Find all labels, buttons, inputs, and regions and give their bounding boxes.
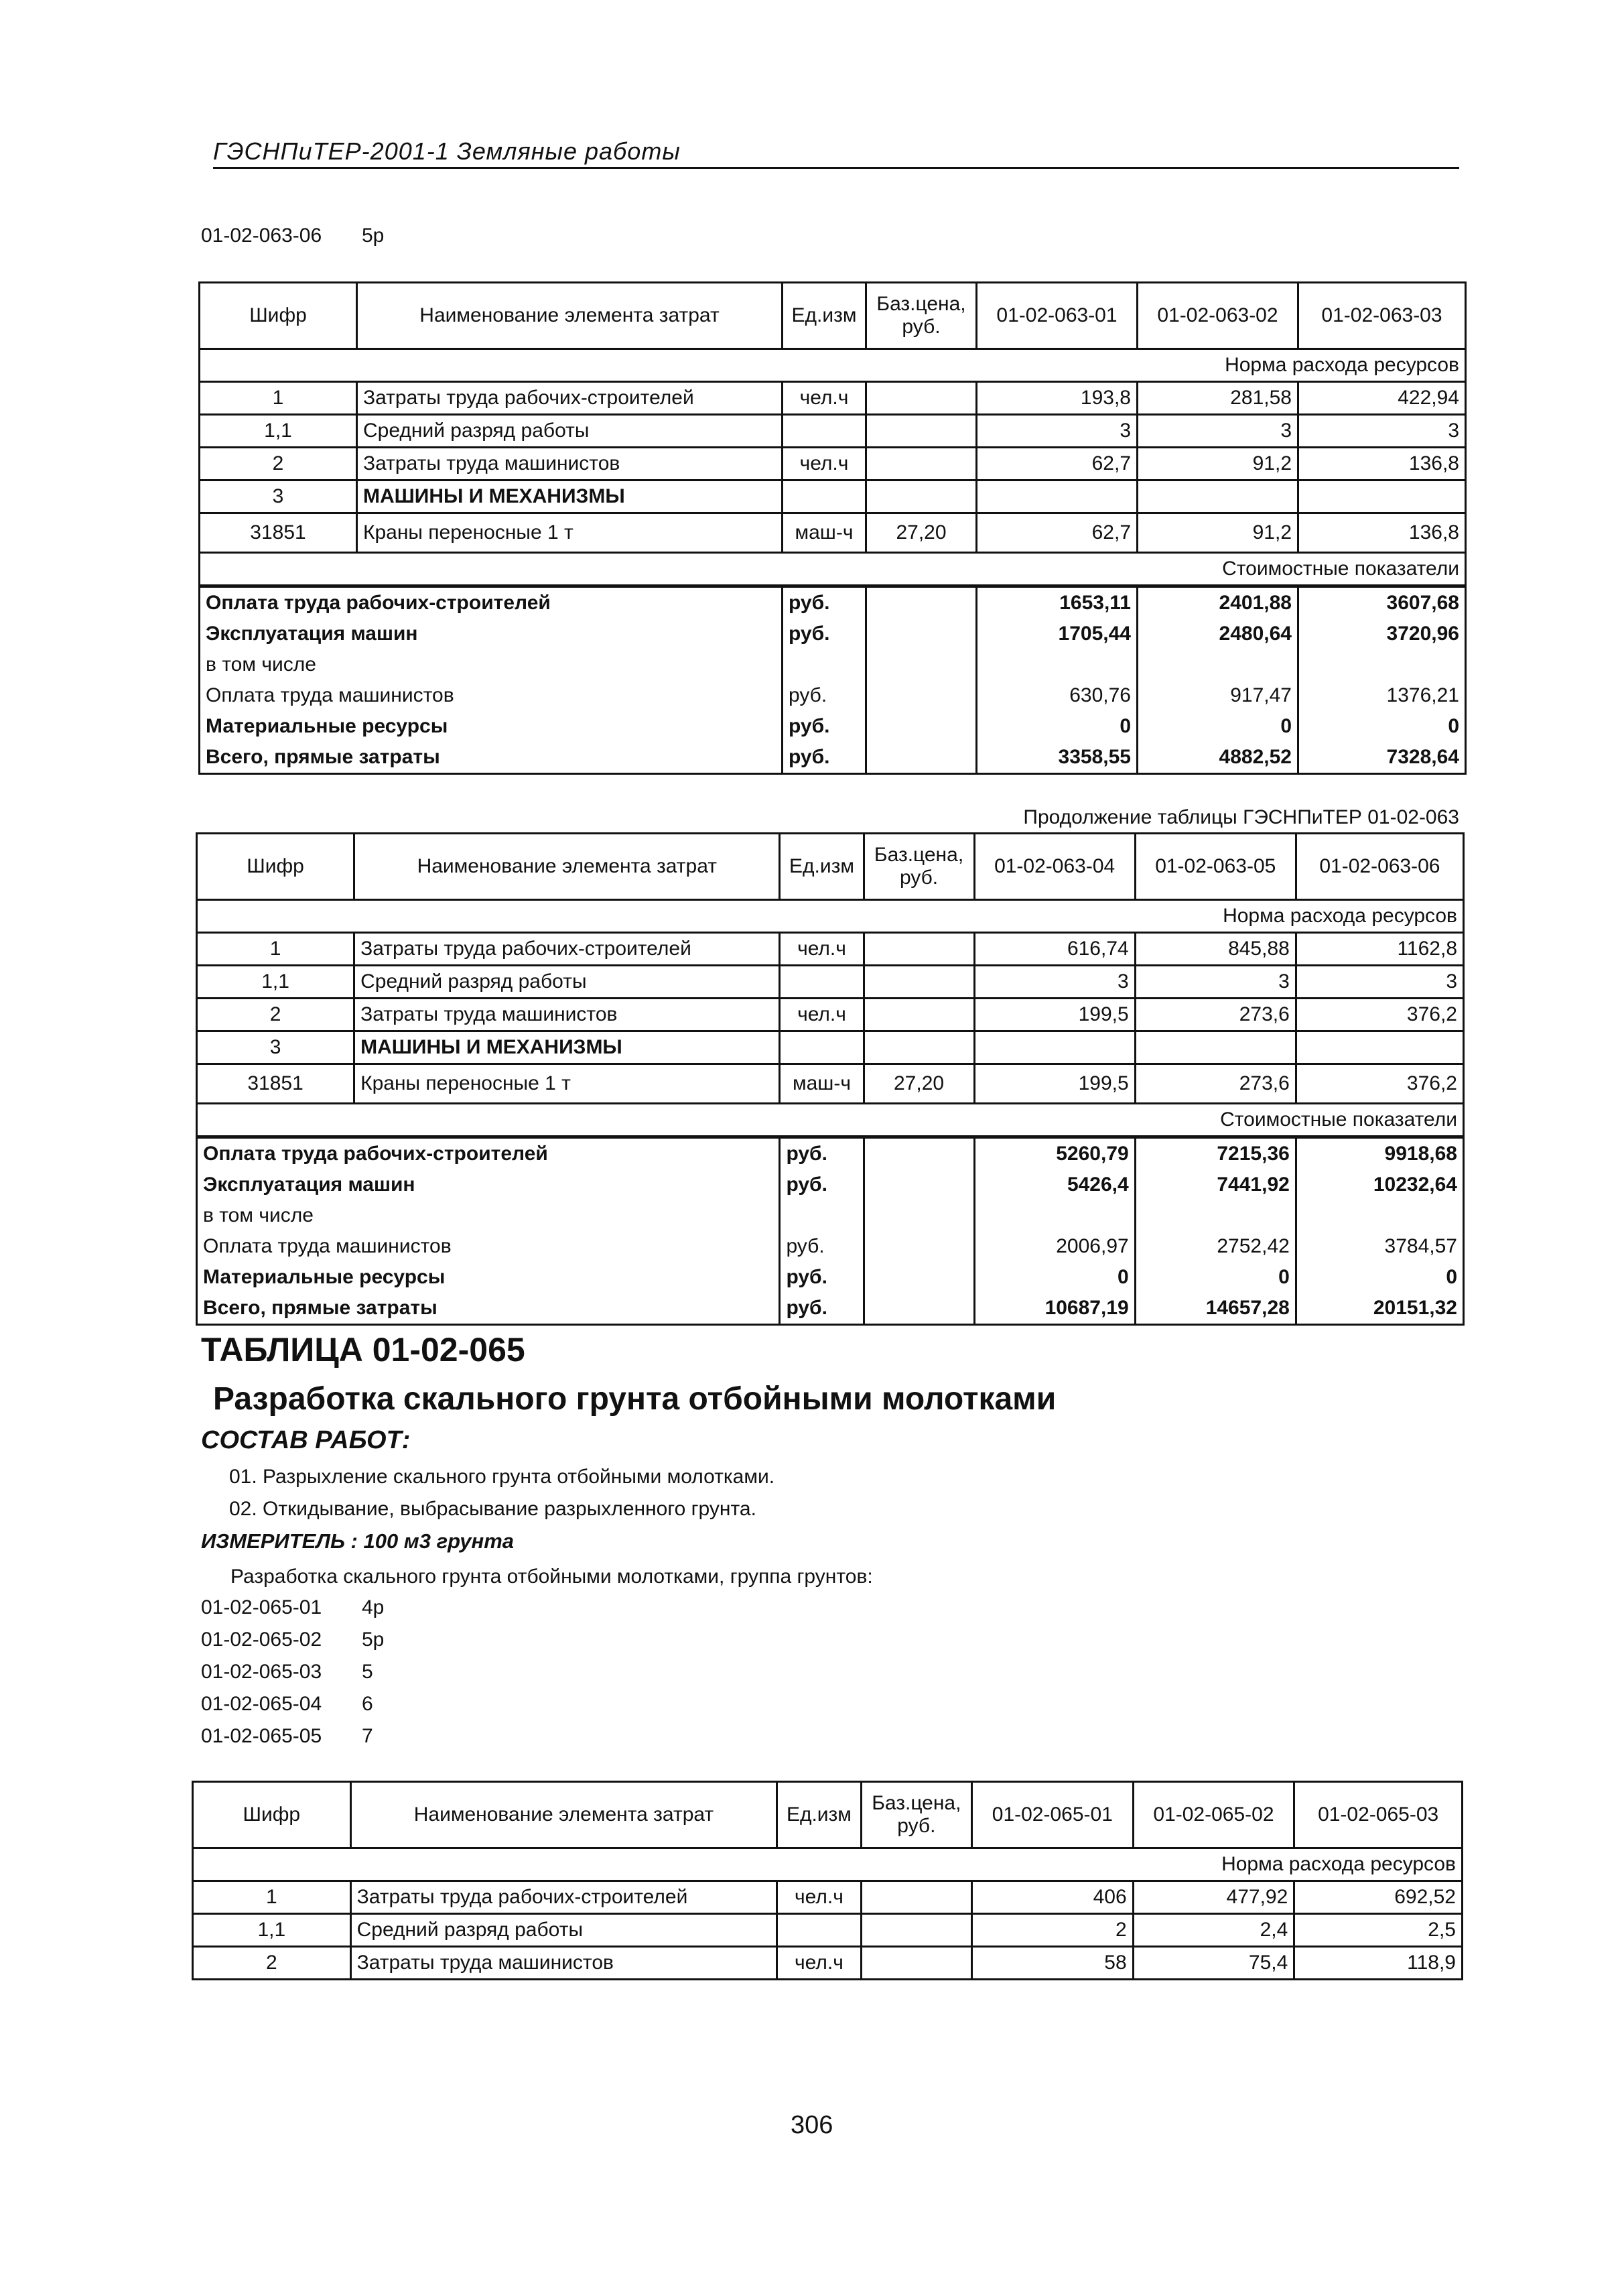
row-price (866, 481, 977, 513)
cost-row (197, 1262, 1464, 1293)
cost-value: 10232,64 (1296, 1169, 1463, 1200)
cost-value: 917,47 (1138, 680, 1298, 711)
table-header-row (193, 1782, 1463, 1848)
row-name: Затраты труда машинистов (357, 448, 783, 481)
row-value: 3 (974, 966, 1135, 999)
row-unit: чел.ч (780, 999, 864, 1031)
cost-unit: руб. (783, 680, 866, 711)
measure-unit: ИЗМЕРИТЕЛЬ : 100 м3 грунта (201, 1529, 515, 1553)
row-price: 27,20 (866, 513, 977, 553)
cost-row (197, 1200, 1464, 1231)
cost-name: в том числе (197, 1200, 780, 1231)
resource-row (193, 1947, 1463, 1980)
header-unit: Ед.изм (783, 283, 866, 349)
cost-value: 7328,64 (1298, 742, 1466, 774)
cost-price-blank (864, 1293, 974, 1325)
resource-row (197, 933, 1464, 966)
cost-value: 5260,79 (974, 1137, 1135, 1170)
cost-row (197, 1231, 1464, 1262)
row-name: МАШИНЫ И МЕХАНИЗМЫ (357, 481, 783, 513)
resource-row (200, 382, 1466, 415)
row-unit: чел.ч (783, 448, 866, 481)
row-unit (780, 1031, 864, 1064)
resource-row (197, 1031, 1464, 1064)
soil-group: 5 (362, 1661, 373, 1683)
row-name: Средний разряд работы (354, 966, 780, 999)
cost-value: 3720,96 (1298, 619, 1466, 649)
row-unit (783, 415, 866, 448)
cost-unit: руб. (783, 586, 866, 619)
row-value: 845,88 (1135, 933, 1296, 966)
row-price (866, 415, 977, 448)
row-name: Затраты труда рабочих-строителей (350, 1881, 777, 1914)
row-cipher: 3 (197, 1031, 354, 1064)
top-group: 5р (362, 225, 385, 247)
row-unit: маш-ч (780, 1064, 864, 1104)
row-value: 2 (972, 1914, 1134, 1947)
cost-row (200, 742, 1466, 774)
row-value: 62,7 (977, 448, 1138, 481)
row-unit: чел.ч (777, 1947, 861, 1980)
header-price: Баз.цена, руб. (861, 1782, 971, 1848)
row-price (864, 999, 974, 1031)
header-cipher: Шифр (200, 283, 357, 349)
row-value: 3 (1135, 966, 1296, 999)
row-value: 1162,8 (1296, 933, 1463, 966)
cost-value: 2480,64 (1138, 619, 1298, 649)
cost-unit: руб. (780, 1137, 864, 1170)
row-value: 2,4 (1133, 1914, 1294, 1947)
row-cipher: 2 (193, 1947, 351, 1980)
header-code-column: 01-02-063-01 (977, 283, 1138, 349)
cost-value: 0 (974, 1262, 1135, 1293)
row-value: 62,7 (977, 513, 1138, 553)
row-value (974, 1031, 1135, 1064)
work-item: 01. Разрыхление скального грунта отбойными молотками. (229, 1466, 775, 1488)
row-value: 199,5 (974, 1064, 1135, 1104)
running-head: ГЭСНПиТЕР-2001-1 Земляные работы (213, 137, 1459, 169)
table-header-row (200, 283, 1466, 349)
code: 01-02-065-01 (201, 1596, 322, 1618)
cost-price-blank (864, 1169, 974, 1200)
cost-price-blank (866, 711, 977, 742)
section-row-norms (197, 900, 1464, 933)
row-unit (780, 966, 864, 999)
row-value: 692,52 (1294, 1881, 1463, 1914)
cost-value: 7215,36 (1135, 1137, 1296, 1170)
table-title: ТАБЛИЦА 01-02-065 (201, 1331, 525, 1368)
cost-row (200, 649, 1466, 680)
row-name: Средний разряд работы (350, 1914, 777, 1947)
cost-name: Оплата труда машинистов (197, 1231, 780, 1262)
cost-value: 10687,19 (974, 1293, 1135, 1325)
cost-price-blank (866, 586, 977, 619)
row-value: 75,4 (1133, 1947, 1294, 1980)
row-value: 376,2 (1296, 999, 1463, 1031)
row-value: 3 (1298, 415, 1466, 448)
cost-value: 3784,57 (1296, 1231, 1463, 1262)
cost-value (977, 649, 1138, 680)
cost-price-blank (866, 619, 977, 649)
codes-intro: Разработка скального грунта отбойными молотками, группа грунтов: (230, 1566, 873, 1588)
row-value: 91,2 (1138, 448, 1298, 481)
cost-unit (780, 1200, 864, 1231)
row-value: 3 (1138, 415, 1298, 448)
cost-name: Всего, прямые затраты (197, 1293, 780, 1325)
section-row-costs (200, 553, 1466, 586)
cost-name: в том числе (200, 649, 783, 680)
code-line (201, 1629, 384, 1651)
code-line (201, 1725, 373, 1748)
row-value (977, 481, 1138, 513)
soil-group: 7 (362, 1725, 373, 1747)
section-row-norms (193, 1848, 1463, 1881)
row-value (1296, 1031, 1463, 1064)
row-value: 58 (972, 1947, 1134, 1980)
cost-value: 4882,52 (1138, 742, 1298, 774)
row-cipher: 2 (200, 448, 357, 481)
resource-row (200, 481, 1466, 513)
cost-value: 9918,68 (1296, 1137, 1463, 1170)
cost-price-blank (864, 1200, 974, 1231)
row-unit: чел.ч (783, 382, 866, 415)
resource-row (197, 1064, 1464, 1104)
cost-value: 0 (1298, 711, 1466, 742)
table-subtitle: Разработка скального грунта отбойными молотками (213, 1381, 1057, 1417)
row-value (1138, 481, 1298, 513)
code-line (201, 1596, 384, 1619)
row-value (1135, 1031, 1296, 1064)
cost-unit: руб. (780, 1169, 864, 1200)
soil-group: 4р (362, 1596, 385, 1618)
cost-name: Эксплуатация машин (200, 619, 783, 649)
section-norms-label: Норма расхода ресурсов (193, 1848, 1463, 1881)
row-price (864, 1031, 974, 1064)
header-name: Наименование элемента затрат (354, 834, 780, 900)
cost-value: 3358,55 (977, 742, 1138, 774)
header-code-column: 01-02-065-03 (1294, 1782, 1463, 1848)
resource-row (193, 1881, 1463, 1914)
code-line (201, 1661, 373, 1683)
row-unit: маш-ч (783, 513, 866, 553)
cost-value: 7441,92 (1135, 1169, 1296, 1200)
top-code: 01-02-063-06 (201, 225, 322, 247)
cost-name: Материальные ресурсы (200, 711, 783, 742)
row-value: 376,2 (1296, 1064, 1463, 1104)
cost-unit: руб. (780, 1293, 864, 1325)
resource-row (197, 966, 1464, 999)
resource-row (200, 513, 1466, 553)
cost-value: 0 (1296, 1262, 1463, 1293)
cost-name: Оплата труда рабочих-строителей (197, 1137, 780, 1170)
row-value: 193,8 (977, 382, 1138, 415)
row-value: 3 (977, 415, 1138, 448)
row-cipher: 1,1 (200, 415, 357, 448)
cost-row (197, 1137, 1464, 1170)
code-line (201, 1693, 373, 1716)
header-price: Баз.цена, руб. (866, 283, 977, 349)
cost-value: 20151,32 (1296, 1293, 1463, 1325)
row-name: Затраты труда машинистов (354, 999, 780, 1031)
section-row-costs (197, 1104, 1464, 1137)
cost-row (197, 1293, 1464, 1325)
row-price: 27,20 (864, 1064, 974, 1104)
row-value: 136,8 (1298, 448, 1466, 481)
header-cipher: Шифр (197, 834, 354, 900)
row-value: 406 (972, 1881, 1134, 1914)
section-norms-label: Норма расхода ресурсов (200, 349, 1466, 382)
row-value (1298, 481, 1466, 513)
row-name: Затраты труда рабочих-строителей (357, 382, 783, 415)
cost-row (197, 1169, 1464, 1200)
header-code-column: 01-02-063-06 (1296, 834, 1463, 900)
row-cipher: 31851 (197, 1064, 354, 1104)
resource-row (200, 415, 1466, 448)
row-cipher: 1,1 (197, 966, 354, 999)
row-name: Средний разряд работы (357, 415, 783, 448)
cost-value: 5426,4 (974, 1169, 1135, 1200)
row-name: Затраты труда рабочих-строителей (354, 933, 780, 966)
row-cipher: 1 (193, 1881, 351, 1914)
resource-table-065 (192, 1781, 1463, 1980)
cost-price-blank (864, 1262, 974, 1293)
row-cipher: 1 (200, 382, 357, 415)
resource-table-063-part1 (198, 281, 1467, 775)
resource-table-063-part2 (196, 832, 1465, 1326)
code: 01-02-065-05 (201, 1725, 322, 1747)
cost-value: 630,76 (977, 680, 1138, 711)
row-price (864, 933, 974, 966)
cost-value (1138, 649, 1298, 680)
row-value: 273,6 (1135, 1064, 1296, 1104)
header-code-column: 01-02-063-05 (1135, 834, 1296, 900)
work-item: 02. Откидывание, выбрасывание разрыхленного грунта. (229, 1498, 756, 1520)
row-value: 118,9 (1294, 1947, 1463, 1980)
resource-row (197, 999, 1464, 1031)
cost-unit (783, 649, 866, 680)
row-name: Краны переносные 1 т (354, 1064, 780, 1104)
row-cipher: 1,1 (193, 1914, 351, 1947)
cost-price-blank (864, 1137, 974, 1170)
row-value: 199,5 (974, 999, 1135, 1031)
row-name: МАШИНЫ И МЕХАНИЗМЫ (354, 1031, 780, 1064)
row-value: 616,74 (974, 933, 1135, 966)
cost-price-blank (866, 680, 977, 711)
cost-value: 0 (1138, 711, 1298, 742)
row-price (861, 1947, 971, 1980)
cost-value (1296, 1200, 1463, 1231)
header-name: Наименование элемента затрат (350, 1782, 777, 1848)
row-value: 273,6 (1135, 999, 1296, 1031)
cost-name: Эксплуатация машин (197, 1169, 780, 1200)
resource-row (193, 1914, 1463, 1947)
cost-value: 0 (1135, 1262, 1296, 1293)
cost-value: 2752,42 (1135, 1231, 1296, 1262)
work-composition-label: СОСТАВ РАБОТ: (201, 1426, 411, 1454)
header-code-column: 01-02-063-02 (1138, 283, 1298, 349)
row-value: 477,92 (1133, 1881, 1294, 1914)
cost-name: Всего, прямые затраты (200, 742, 783, 774)
section-norms-label: Норма расхода ресурсов (197, 900, 1464, 933)
cost-value: 1653,11 (977, 586, 1138, 619)
header-code-column: 01-02-063-04 (974, 834, 1135, 900)
cost-unit: руб. (780, 1262, 864, 1293)
top-code-line (201, 225, 384, 247)
row-cipher: 1 (197, 933, 354, 966)
row-value: 91,2 (1138, 513, 1298, 553)
cost-unit: руб. (783, 711, 866, 742)
code: 01-02-065-03 (201, 1661, 322, 1683)
header-unit: Ед.изм (777, 1782, 861, 1848)
cost-value (1298, 649, 1466, 680)
cost-price-blank (866, 742, 977, 774)
row-price (864, 966, 974, 999)
resource-row (200, 448, 1466, 481)
row-price (866, 382, 977, 415)
row-value: 281,58 (1138, 382, 1298, 415)
row-price (861, 1881, 971, 1914)
cost-value: 14657,28 (1135, 1293, 1296, 1325)
section-row-norms (200, 349, 1466, 382)
row-unit (783, 481, 866, 513)
header-price: Баз.цена, руб. (864, 834, 974, 900)
row-value: 3 (1296, 966, 1463, 999)
cost-row (200, 711, 1466, 742)
cost-unit: руб. (783, 619, 866, 649)
cost-value: 1376,21 (1298, 680, 1466, 711)
section-costs-label: Стоимостные показатели (197, 1104, 1464, 1137)
cost-price-blank (864, 1231, 974, 1262)
cost-value: 0 (977, 711, 1138, 742)
soil-group: 6 (362, 1693, 373, 1715)
row-price (866, 448, 977, 481)
section-costs-label: Стоимостные показатели (200, 553, 1466, 586)
row-cipher: 3 (200, 481, 357, 513)
row-unit (777, 1914, 861, 1947)
row-unit: чел.ч (780, 933, 864, 966)
cost-name: Оплата труда машинистов (200, 680, 783, 711)
row-cipher: 2 (197, 999, 354, 1031)
cost-value (974, 1200, 1135, 1231)
code: 01-02-065-02 (201, 1629, 322, 1651)
row-value: 136,8 (1298, 513, 1466, 553)
table-header-row (197, 834, 1464, 900)
cost-value (1135, 1200, 1296, 1231)
page-number: 306 (791, 2111, 833, 2139)
cost-row (200, 586, 1466, 619)
row-cipher: 31851 (200, 513, 357, 553)
header-code-column: 01-02-063-03 (1298, 283, 1466, 349)
row-name: Краны переносные 1 т (357, 513, 783, 553)
header-unit: Ед.изм (780, 834, 864, 900)
cost-name: Материальные ресурсы (197, 1262, 780, 1293)
cost-value: 2401,88 (1138, 586, 1298, 619)
header-name: Наименование элемента затрат (357, 283, 783, 349)
cost-value: 3607,68 (1298, 586, 1466, 619)
row-value: 2,5 (1294, 1914, 1463, 1947)
cost-price-blank (866, 649, 977, 680)
cost-value: 2006,97 (974, 1231, 1135, 1262)
row-price (861, 1914, 971, 1947)
soil-group: 5р (362, 1629, 385, 1651)
cost-unit: руб. (783, 742, 866, 774)
cost-row (200, 619, 1466, 649)
continuation-caption: Продолжение таблицы ГЭСНПиТЕР 01-02-063 (1023, 806, 1459, 828)
cost-row (200, 680, 1466, 711)
row-value: 422,94 (1298, 382, 1466, 415)
cost-value: 1705,44 (977, 619, 1138, 649)
row-name: Затраты труда машинистов (350, 1947, 777, 1980)
cost-unit: руб. (780, 1231, 864, 1262)
code: 01-02-065-04 (201, 1693, 322, 1715)
header-cipher: Шифр (193, 1782, 351, 1848)
header-code-column: 01-02-065-01 (972, 1782, 1134, 1848)
cost-name: Оплата труда рабочих-строителей (200, 586, 783, 619)
header-code-column: 01-02-065-02 (1133, 1782, 1294, 1848)
row-unit: чел.ч (777, 1881, 861, 1914)
